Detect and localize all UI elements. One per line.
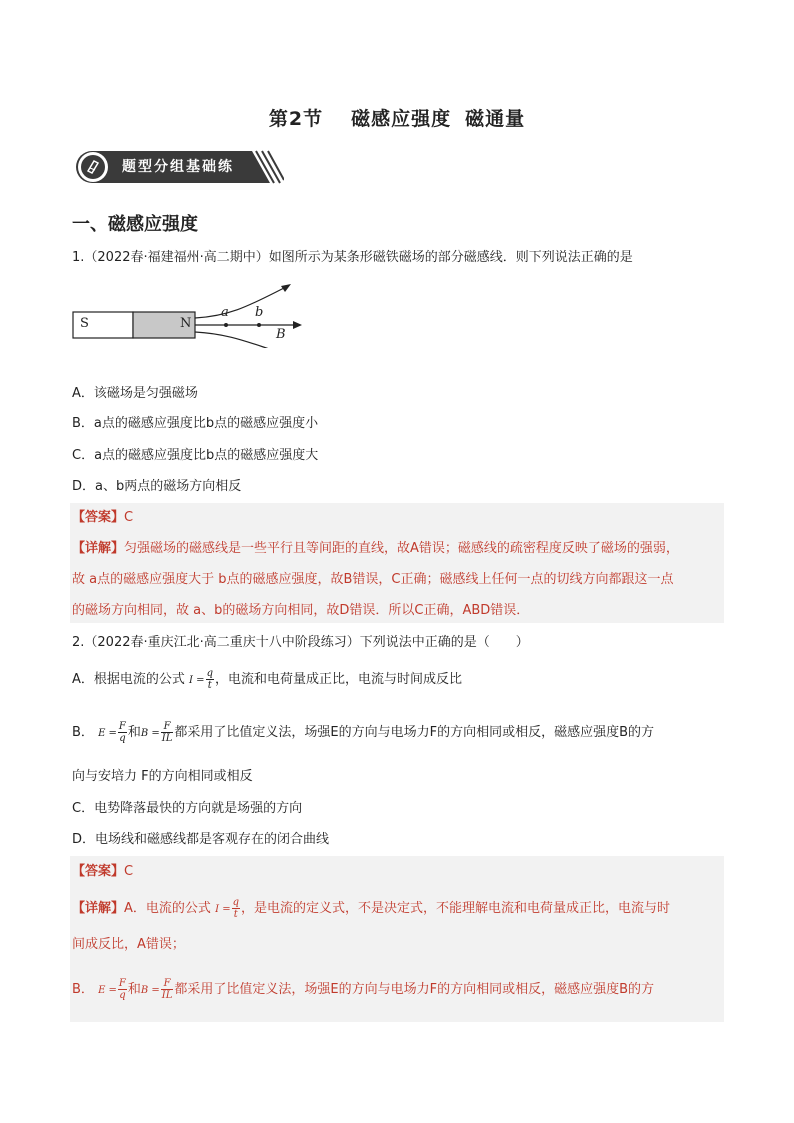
book-icon xyxy=(85,159,101,175)
question-2-answer: 【答案】C xyxy=(72,864,134,879)
question-1-detail-line-3: 的磁场方向相同，故 a、b的磁场方向相同，故D错误．所以C正确，ABD错误． xyxy=(72,603,530,618)
question-1-option-d: D．a、b两点的磁场方向相反 xyxy=(72,479,242,494)
magnet-s-label: S xyxy=(80,316,89,331)
question-2-detail-b: B． E = $\frac{F}{q}$ 和B = $\frac{F}{IL}$ 都采用了比值定义法，场强E的方向与电场力F的方向相同或相反，磁感应强度B的方 xyxy=(72,978,655,1001)
section-heading: 一、磁感应强度 xyxy=(72,214,198,235)
section-banner xyxy=(74,148,284,186)
question-1-option-a: A．该磁场是匀强磁场 xyxy=(72,386,198,401)
question-2-option-a: A．根据电流的公式 I = $\frac{q}{t}$ ，电流和电荷量成正比，电流与时间成反比 xyxy=(72,668,462,691)
question-1-detail-line-2: 故 a点的磁感应强度大于 b点的磁感应强度，故B错误，C正确；磁感线上任何一点的切线方向都跟这一点 xyxy=(72,572,674,587)
question-2-option-b-line-2: 向与安培力 F的方向相同或相反 xyxy=(72,769,253,784)
question-2-option-d: D．电场线和磁感线都是客观存在的闭合曲线 xyxy=(72,832,330,847)
question-1-option-c: C．a点的磁感应强度比b点的磁感应强度大 xyxy=(72,448,319,463)
question-1-option-b: B．a点的磁感应强度比b点的磁感应强度小 xyxy=(72,416,319,431)
point-b-label: b xyxy=(255,305,264,320)
question-2-detail-a-line-2: 间成反比，A错误； xyxy=(72,937,185,952)
question-2-option-c: C．电势降落最快的方向就是场强的方向 xyxy=(72,801,303,816)
question-2-detail-a: 【详解】A．电流的公式 I = $\frac{q}{t}$ ，是电流的定义式，不是决定式，不能理解电流和电荷量成正比，电流与时 xyxy=(72,897,670,920)
point-a-label: a xyxy=(221,305,229,320)
title-section-number: 第2节 xyxy=(268,108,324,130)
question-1-answer: 【答案】C xyxy=(72,510,134,525)
question-2-stem: 2.（2022春·重庆江北·高二重庆十八中阶段练习）下列说法中正确的是（ ） xyxy=(72,635,529,650)
question-1-detail-line-1: 【详解】匀强磁场的磁感线是一些平行且等间距的直线，故A错误；磁感线的疏密程度反映了磁场的强弱， xyxy=(72,541,679,556)
title-topic-2: 磁通量 xyxy=(465,108,526,130)
banner-label: 题型分组基础练 xyxy=(122,159,234,175)
question-1-stem: 1.（2022春·福建福州·高二期中）如图所示为某条形磁铁磁场的部分磁感线．则下列说法正确的是 xyxy=(72,250,633,265)
question-2-option-b: B． E = $\frac{F}{q}$ 和B = $\frac{F}{IL}$ 都采用了比值定义法，场强E的方向与电场力F的方向相同或相反，磁感应强度B的方 xyxy=(72,721,655,744)
page-title xyxy=(0,104,794,131)
title-topic-1: 磁感应强度 xyxy=(351,108,452,130)
magnet-n-label: N xyxy=(180,316,192,331)
field-B-label: B xyxy=(276,327,286,342)
